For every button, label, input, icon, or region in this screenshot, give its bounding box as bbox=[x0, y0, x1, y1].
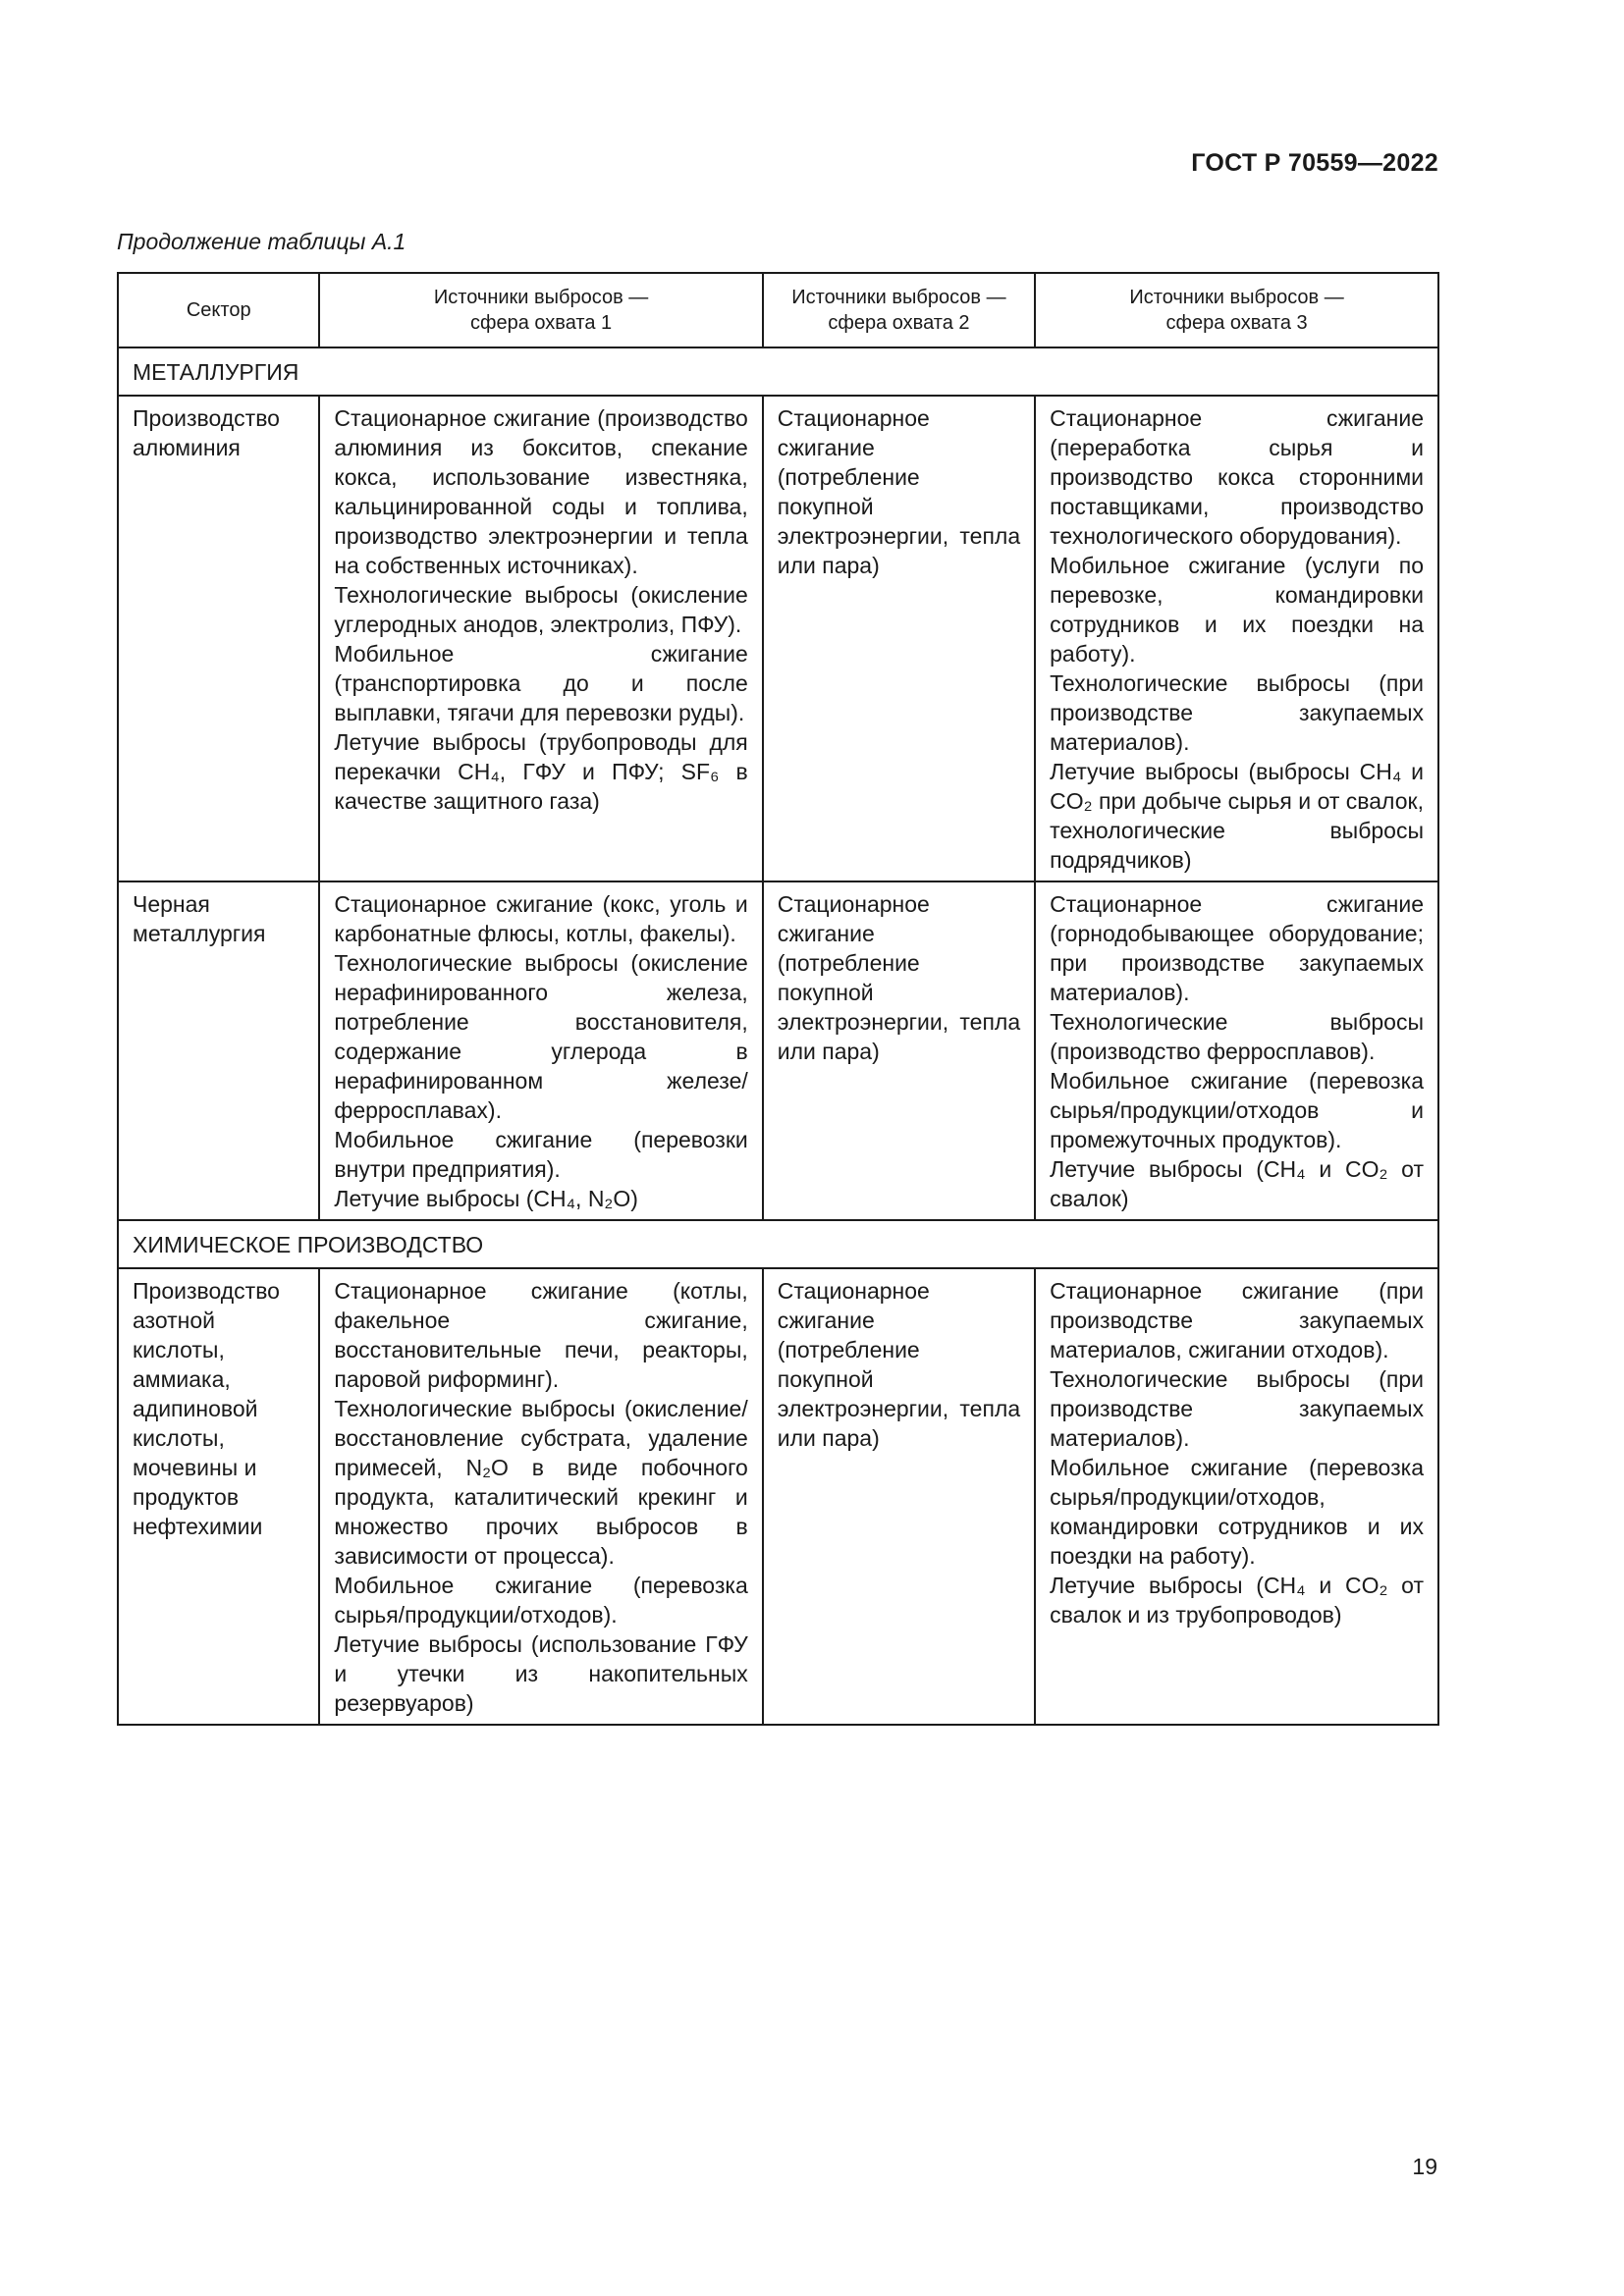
scope1-cell bbox=[319, 396, 762, 881]
table-row bbox=[118, 1268, 1438, 1725]
scope3-paragraph: Мобильное сжигание (перевозка сырья/продукции/отходов, командировки сотрудников и их поездки на работу). bbox=[1050, 1455, 1424, 1569]
scope1-cell bbox=[319, 881, 762, 1220]
column-header-scope1: Источники выбросов — сфера охвата 1 bbox=[319, 273, 762, 347]
scope1-paragraph: Летучие выбросы (CH₄, N₂O) bbox=[334, 1186, 638, 1211]
scope1-paragraph: Технологические выбросы (окисление/восстановление субстрата, удаление примесей, N₂O в виде побочного продукта, каталитический крекинг и множество прочих выбросов в зависимости от процесса). bbox=[334, 1396, 748, 1569]
table-header-row bbox=[118, 273, 1438, 347]
scope3-paragraph: Летучие выбросы (CH₄ и CO₂ от свалок и из трубопроводов) bbox=[1050, 1573, 1424, 1628]
section-row bbox=[118, 1220, 1438, 1268]
column-header-sector: Сектор bbox=[118, 273, 319, 347]
scope1-paragraph: Мобильное сжигание (перевозки внутри предприятия). bbox=[334, 1127, 748, 1182]
scope3-paragraph: Мобильное сжигание (перевозка сырья/продукции/отходов и промежуточных продуктов). bbox=[1050, 1068, 1424, 1152]
column-header-scope2: Источники выбросов — сфера охвата 2 bbox=[763, 273, 1035, 347]
scope1-paragraph: Стационарное сжигание (кокс, уголь и карбонатные флюсы, котлы, факелы). bbox=[334, 891, 748, 946]
scope3-paragraph: Технологические выбросы (производство ферросплавов). bbox=[1050, 1009, 1424, 1064]
scope1-paragraph: Мобильное сжигание (транспортировка до и после выплавки, тягачи для перевозки руды). bbox=[334, 641, 748, 725]
section-row bbox=[118, 347, 1438, 396]
scope1-cell bbox=[319, 1268, 762, 1725]
scope3-paragraph: Летучие выбросы (CH₄ и CO₂ от свалок) bbox=[1050, 1156, 1424, 1211]
table-row bbox=[118, 396, 1438, 881]
sector-cell: Производство азотной кислоты, аммиака, адипиновой кислоты, мочевины и продуктов нефтехимии bbox=[118, 1268, 319, 1725]
column-header-scope3: Источники выбросов — сфера охвата 3 bbox=[1035, 273, 1438, 347]
scope3-paragraph: Стационарное сжигание (горнодобывающее оборудование; при производстве закупаемых материалов). bbox=[1050, 891, 1424, 1005]
scope2-cell bbox=[763, 396, 1035, 881]
scope2-cell bbox=[763, 881, 1035, 1220]
scope3-paragraph: Стационарное сжигание (переработка сырья и производство кокса сторонними поставщиками, производство технологического оборудования). bbox=[1050, 405, 1424, 549]
scope1-paragraph: Летучие выбросы (трубопроводы для перекачки CH₄, ГФУ и ПФУ; SF₆ в качестве защитного газа) bbox=[334, 729, 748, 814]
scope2-paragraph: Стационарное сжигание (потребление покупной электроэнергии, тепла или пара) bbox=[777, 405, 1021, 578]
page-number: 19 bbox=[1412, 2154, 1437, 2179]
scope3-paragraph: Мобильное сжигание (услуги по перевозке, командировки сотрудников и их поездки на работу). bbox=[1050, 553, 1424, 667]
table-caption: Продолжение таблицы А.1 bbox=[117, 229, 406, 254]
scope1-paragraph: Стационарное сжигание (производство алюминия из бокситов, спекание кокса, использование известняка, кальцинированной соды и топлива, производство электроэнергии и тепла на собственных источниках). bbox=[334, 405, 748, 578]
scope3-paragraph: Стационарное сжигание (при производстве закупаемых материалов, сжигании отходов). bbox=[1050, 1278, 1424, 1362]
scope3-cell bbox=[1035, 881, 1438, 1220]
sector-cell: Черная металлургия bbox=[118, 881, 319, 1220]
scope3-cell bbox=[1035, 1268, 1438, 1725]
scope2-cell bbox=[763, 1268, 1035, 1725]
emissions-table bbox=[117, 272, 1439, 1726]
document-id: ГОСТ Р 70559—2022 bbox=[1191, 149, 1438, 177]
scope3-paragraph: Летучие выбросы (выбросы CH₄ и CO₂ при добыче сырья и от свалок, технологические выбросы подрядчиков) bbox=[1050, 759, 1424, 873]
scope1-paragraph: Стационарное сжигание (котлы, факельное сжигание, восстановительные печи, реакторы, паровой риформинг). bbox=[334, 1278, 748, 1392]
scope1-paragraph: Летучие выбросы (использование ГФУ и утечки из накопительных резервуаров) bbox=[334, 1631, 748, 1716]
scope3-paragraph: Технологические выбросы (при производстве закупаемых материалов). bbox=[1050, 670, 1424, 755]
section-title: МЕТАЛЛУРГИЯ bbox=[118, 347, 1438, 396]
table-row bbox=[118, 881, 1438, 1220]
scope1-paragraph: Мобильное сжигание (перевозка сырья/продукции/отходов). bbox=[334, 1573, 748, 1628]
section-title: ХИМИЧЕСКОЕ ПРОИЗВОДСТВО bbox=[118, 1220, 1438, 1268]
scope2-paragraph: Стационарное сжигание (потребление покупной электроэнергии, тепла или пара) bbox=[777, 891, 1021, 1064]
scope3-cell bbox=[1035, 396, 1438, 881]
sector-cell: Производство алюминия bbox=[118, 396, 319, 881]
scope1-paragraph: Технологические выбросы (окисление углеродных анодов, электролиз, ПФУ). bbox=[334, 582, 748, 637]
scope3-paragraph: Технологические выбросы (при производстве закупаемых материалов). bbox=[1050, 1366, 1424, 1451]
scope1-paragraph: Технологические выбросы (окисление нерафинированного железа, потребление восстановителя, содержание углерода в нерафинированном железе/ферросплавах). bbox=[334, 950, 748, 1123]
scope2-paragraph: Стационарное сжигание (потребление покупной электроэнергии, тепла или пара) bbox=[777, 1278, 1021, 1451]
